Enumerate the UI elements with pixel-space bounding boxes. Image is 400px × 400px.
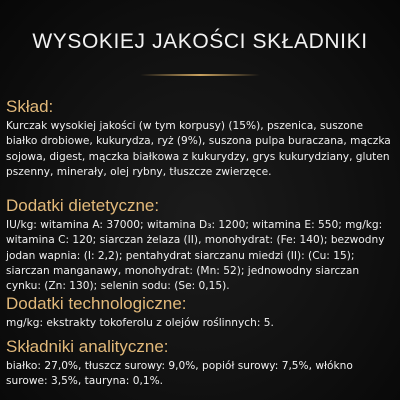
- technological-additives-section: [6, 294, 396, 331]
- analytical-constituents-section: [6, 337, 396, 390]
- composition-section: [6, 97, 396, 180]
- analytical-constituents-heading: Składniki analityczne:: [6, 337, 169, 356]
- header-divider: [140, 74, 260, 76]
- composition-heading: Skład:: [6, 97, 54, 116]
- nutritional-additives-text: IU/kg: witamina A: 37000; witamina D₃: 1200; witamina E: 550; mg/kg: witamina C: 120; siarczan żelaza (II), monohydrat: (Fe: 140); bezwodny jodan wapnia: (I: 2,2); pentahydrat siarczanu miedzi (II): (Cu: 15); siarczan manganawy, monohydrat: (Mn: 52); jednowodny siarczan cynku: (Zn: 130); selenin sodu: (Se: 0,15).: [6, 219, 385, 293]
- composition-text: Kurczak wysokiej jakości (w tym korpusy) (15%), pszenica, suszone białko drobiowe, kukurydza, ryż (9%), suszona pulpa buraczana, mączka sojowa, digest, mączka białkowa z kukurydzy, grys kukurydziany, gluten pszenny, minerały, olej rybny, tłuszcze zwierzęce.: [6, 120, 391, 178]
- technological-additives-heading: Dodatki technologiczne:: [6, 294, 187, 313]
- technological-additives-text: mg/kg: ekstrakty tokoferolu z olejów roślinnych: 5.: [6, 317, 274, 329]
- analytical-constituents-text: białko: 27,0%, tłuszcz surowy: 9,0%, popiół surowy: 7,5%, włókno surowe: 3,5%, tauryna: 0,1%.: [6, 360, 353, 388]
- page-title: WYSOKIEJ JAKOŚCI SKŁADNIKI: [32, 30, 368, 53]
- nutritional-additives-section: [6, 196, 396, 294]
- nutritional-additives-heading: Dodatki dietetyczne:: [6, 196, 160, 215]
